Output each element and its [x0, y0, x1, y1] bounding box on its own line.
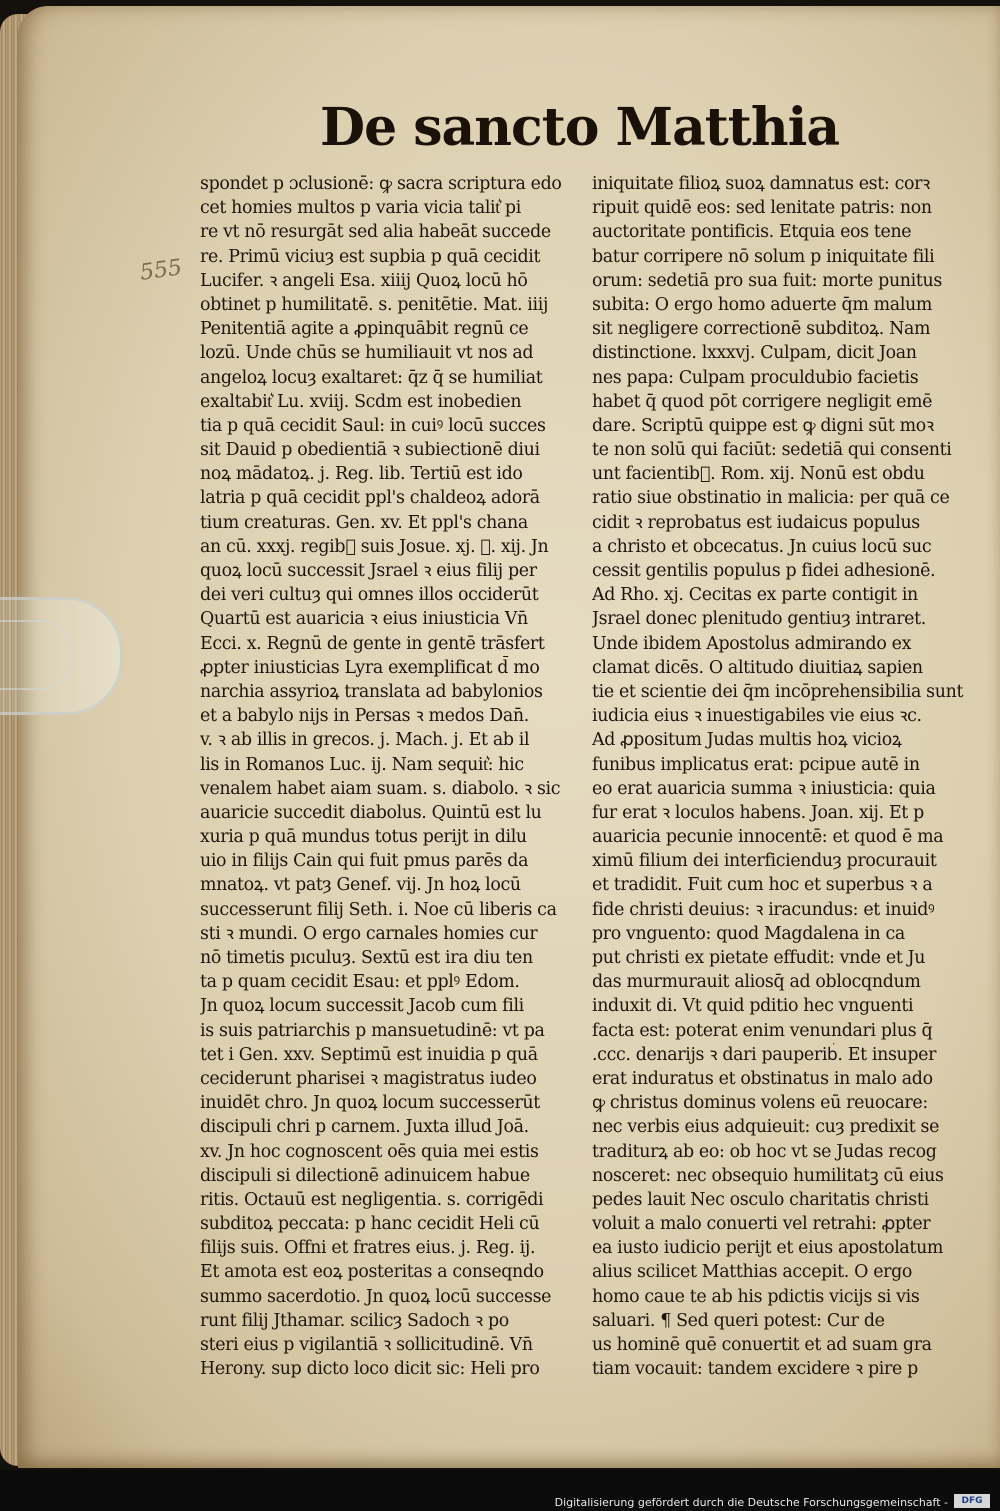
text-line: funibus implicatus erat: pcipue autē in	[592, 754, 920, 775]
text-line: Jsrael donec plenitudo gentiuȝ intraret.	[592, 609, 926, 630]
text-line: distinctione. lxxxvj. Culpam, dicit Joan	[592, 343, 917, 364]
text-line: iniquitate filioꝝ suoꝝ damnatus est: corꝛ	[592, 174, 930, 194]
text-line: voluit a malo conuerti vel retrahi: ꝓpter	[592, 1214, 931, 1235]
text-line: ritis. Octauū est negligentia. s. corrigēdi	[200, 1189, 544, 1210]
text-line: noꝝ mādatoꝝ. j. Reg. lib. Tertiū est ido	[200, 464, 523, 485]
text-line: fur erat ꝛ loculos habens. Joan. xij. Et p	[592, 802, 924, 823]
text-line: nō timetis pıculuȝ. Sextū est ira diu ten	[200, 948, 533, 968]
text-line: facta est: poterat enim venundari plus q̄	[592, 1020, 933, 1041]
text-line: ximū filium dei interficienduȝ procurauit	[592, 851, 937, 872]
text-line: inuidēt chro. Jn quoꝝ locum successerūt	[200, 1093, 540, 1114]
text-line: venalem habet aiam suam. s. diabolo. ꝛ sic	[200, 778, 561, 799]
text-line: xv. Jn hoc cognoscent oēs quia mei estis	[200, 1141, 539, 1162]
text-line: discipuli chri p carnem. Juxta illud Joā.	[200, 1117, 529, 1138]
text-line: ta p quam cecidit Esau: et pplꝰ Edom.	[200, 972, 520, 993]
text-line: auctoritate pontificis. Etquia eos tene	[592, 222, 912, 243]
text-line: Jn quoꝝ locum successit Jacob cum fili	[200, 996, 524, 1017]
text-line: cet homies multos p varia vicia talit͛ pi	[200, 198, 521, 219]
page-clip	[0, 597, 123, 715]
text-line: eo erat auaricia summa ꝛ iniusticia: quia	[592, 778, 936, 799]
text-line: discipuli si dilectionē adinuicem habue	[200, 1165, 530, 1186]
text-line: ꝙ christus dominus volens eū reuocare:	[592, 1093, 928, 1114]
text-line: Ecci. x. Regnū de gente in gentē trāsfert	[200, 633, 545, 654]
text-line: Herony. sup dicto loco dicit sic: Heli pro	[200, 1359, 540, 1380]
text-line: lozū. Unde chūs se humiliauit vt nos ad	[200, 343, 534, 364]
text-line: nes papa: Culpam proculdubio facietis	[592, 367, 919, 388]
margin-annotation: 555	[138, 255, 184, 286]
text-line: pro vnguento: quod Magdalena in ca	[592, 923, 905, 944]
text-line: mnatoꝝ. vt patȝ Genef. vij. Jn hoꝝ locū	[200, 875, 521, 896]
text-line: sit negligere correctionē subditoꝝ. Nam	[592, 319, 931, 340]
text-line: nosceret: nec obsequio humilitatꝫ cū eius	[592, 1165, 944, 1186]
text-line: an cū. xxxj. regib᷒ suis Josue. xj. ꝛ. xij. Jn	[200, 536, 549, 557]
text-line: tet i Gen. xxv. Septimū est inuidia p quā	[200, 1044, 538, 1065]
text-line: summo sacerdotio. Jn quoꝝ locū successe	[200, 1286, 552, 1307]
text-line: pedes lauit Nec osculo charitatis christi	[592, 1189, 929, 1210]
text-line: Quartū est auaricia ꝛ eius iniusticia Vn̄	[200, 609, 528, 630]
text-line: homo caue te ab his pdictis vicijs si vis	[592, 1286, 920, 1307]
text-line: runt filij Jthamar. scilicȝ Sadoch ꝛ po	[200, 1310, 509, 1331]
text-line: lis in Romanos Luc. ij. Nam sequit͛: hic	[200, 754, 524, 775]
text-line: cidit ꝛ reprobatus est iudaicus populus	[592, 512, 920, 533]
text-line: iudicia eius ꝛ inuestigabiles vie eius ꝛc.	[592, 706, 922, 727]
dfg-logo: DFG	[954, 1494, 990, 1508]
text-line: ripuit quidē eos: sed lenitate patris: non	[592, 198, 932, 219]
text-line: Ad Rho. xj. Cecitas ex parte contigit in	[592, 585, 918, 606]
text-line: et tradidit. Fuit cum hoc et superbus ꝛ a	[592, 875, 933, 896]
text-line: orum: sedetiā pro sua fuit: morte punitus	[592, 270, 942, 291]
text-line: habet q̄ quod pōt corrigere negligit emē	[592, 391, 933, 412]
text-line: narchia assyrioꝝ translata ad babylonios	[200, 681, 543, 702]
text-line: dare. Scriptū quippe est ꝙ digni sūt moꝛ	[592, 415, 934, 436]
text-line: ratio siue obstinatio in malicia: per quā ce	[592, 488, 950, 509]
text-line: tium creaturas. Gen. xv. Et ppl's chana	[200, 512, 528, 533]
text-line: te non solū qui faciūt: sedetiā qui consenti	[592, 440, 952, 461]
text-line: das murmurauit aliosq̄ ad oblocqndum	[592, 972, 921, 993]
text-line: .ccc. denarijs ꝛ dari pauperib᷒. Et insuper	[592, 1044, 937, 1065]
text-line: put christi ex pietate effudit: vnde et Ju	[592, 948, 926, 968]
text-line: tia p quā cecidit Saul: in cuiꝰ locū succes	[200, 415, 546, 436]
text-line: re vt nō resurgāt sed alia habeāt succede	[200, 222, 551, 243]
text-line: steri eius p vigilantiā ꝛ sollicitudinē. Vn̄	[200, 1335, 533, 1355]
text-line: sti ꝛ mundi. O ergo carnales homies cur	[200, 923, 538, 944]
text-line: et a babylo nijs in Persas ꝛ medos Dan̄.	[200, 706, 529, 727]
text-line: Penitentiā agite a ꝓpinquābit regnū ce	[200, 319, 529, 340]
text-line: auaricia pecunie innocentē: et quod ē ma	[592, 827, 944, 848]
text-line: filijs suis. Offni et fratres eius. j. Reg. ij.	[200, 1238, 536, 1259]
text-line: alius scilicet Matthias accepit. O ergo	[592, 1262, 912, 1283]
text-line: ea iusto iudicio perijt et eius apostolatum	[592, 1238, 944, 1259]
text-line: us hominē quē conuertit et ad suam gra	[592, 1335, 932, 1355]
text-line: fide christi deuius: ꝛ iracundus: et inuidꝰ	[592, 899, 935, 920]
text-line: saluari. ¶ Sed queri potest: Cur de	[592, 1310, 885, 1331]
text-line: traditurꝝ ab eo: ob hoc vt se Judas recog	[592, 1141, 937, 1162]
text-line: successerunt filij Seth. i. Noe cū liberis ca	[200, 899, 557, 920]
text-line: xuria p quā mundus totus perijt in dilu	[200, 827, 527, 848]
text-line: induxit di. Vt quid pditio hec vnguenti	[592, 996, 914, 1017]
text-line: subita: O ergo homo aduerte q̄m malum	[592, 294, 933, 315]
text-line: obtinet p humilitatē. s. penitētie. Mat. iiij	[200, 294, 548, 315]
text-line: cessit gentilis populus p fidei adhesionē.	[592, 561, 936, 581]
text-line: ꝓpter iniusticias Lyra exemplificat d̄ mo	[200, 657, 540, 678]
text-line: Lucifer. ꝛ angeli Esa. xiiij Quoꝝ locū hō	[200, 270, 528, 291]
page-heading: De sancto Matthia	[320, 97, 840, 158]
text-line: ceciderunt pharisei ꝛ magistratus iudeo	[200, 1068, 537, 1089]
text-line: batur corripere nō solum p iniquitate fili	[592, 246, 935, 267]
text-line: spondet p ɔclusionē: ꝙ sacra scriptura edo	[200, 174, 562, 194]
footer-credit: Digitalisierung gefördert durch die Deutsche Forschungsgemeinschaft -	[554, 1496, 948, 1509]
text-line: tiam vocauit: tandem excidere ꝛ pire p	[592, 1359, 918, 1380]
text-line: tie et scientie dei q̄m incōprehensibilia sunt	[592, 681, 964, 702]
text-line: erat induratus et obstinatus in malo ado	[592, 1068, 933, 1089]
text-line: Ad ꝓpositum Judas multis hoꝝ vicioꝝ	[592, 730, 902, 751]
text-line: latria p quā cecidit ppl's chaldeoꝝ adorā	[200, 488, 540, 509]
text-line: angeloꝝ locuȝ exaltaret: q̄z q̄ se humiliat	[200, 367, 543, 388]
text-column-right	[592, 172, 966, 1381]
text-line: Unde ibidem Apostolus admirando ex	[592, 633, 912, 654]
text-line: quoꝝ locū successit Jsrael ꝛ eius filij per	[200, 561, 537, 581]
text-line: Et amota est eoꝝ posteritas a conseqndo	[200, 1262, 544, 1283]
text-column-left	[200, 172, 574, 1381]
page-clip-inner	[0, 620, 74, 690]
text-line: nec verbis eius adquieuit: cuȝ predixit se	[592, 1117, 940, 1138]
text-line: dei veri cultuȝ qui omnes illos occiderūt	[200, 585, 539, 606]
text-line: clamat dicēs. O altitudo diuitiaꝝ sapien	[592, 657, 923, 678]
text-line: uio in filijs Cain qui fuit pmus parēs da	[200, 851, 529, 872]
text-line: v. ꝛ ab illis in grecos. j. Mach. j. Et ab il	[200, 730, 530, 751]
text-line: a christo et obcecatus. Jn cuius locū suc	[592, 536, 932, 557]
text-line: sit Dauid p obedientiā ꝛ subiectionē diui	[200, 440, 540, 461]
text-line: exaltabit͛ Lu. xviij. Scdm est inobedien	[200, 391, 522, 412]
text-line: subditoꝝ peccata: p hanc cecidit Heli cū	[200, 1214, 540, 1235]
text-line: unt facientib᷒. Rom. xij. Nonū est obdu	[592, 464, 925, 485]
text-line: is suis patriarchis p mansuetudinē: vt pa	[200, 1020, 545, 1041]
text-line: re. Primū viciuȝ est supbia p quā cecidit	[200, 246, 541, 267]
text-line: auaricie succedit diabolus. Quintū est lu	[200, 802, 542, 823]
